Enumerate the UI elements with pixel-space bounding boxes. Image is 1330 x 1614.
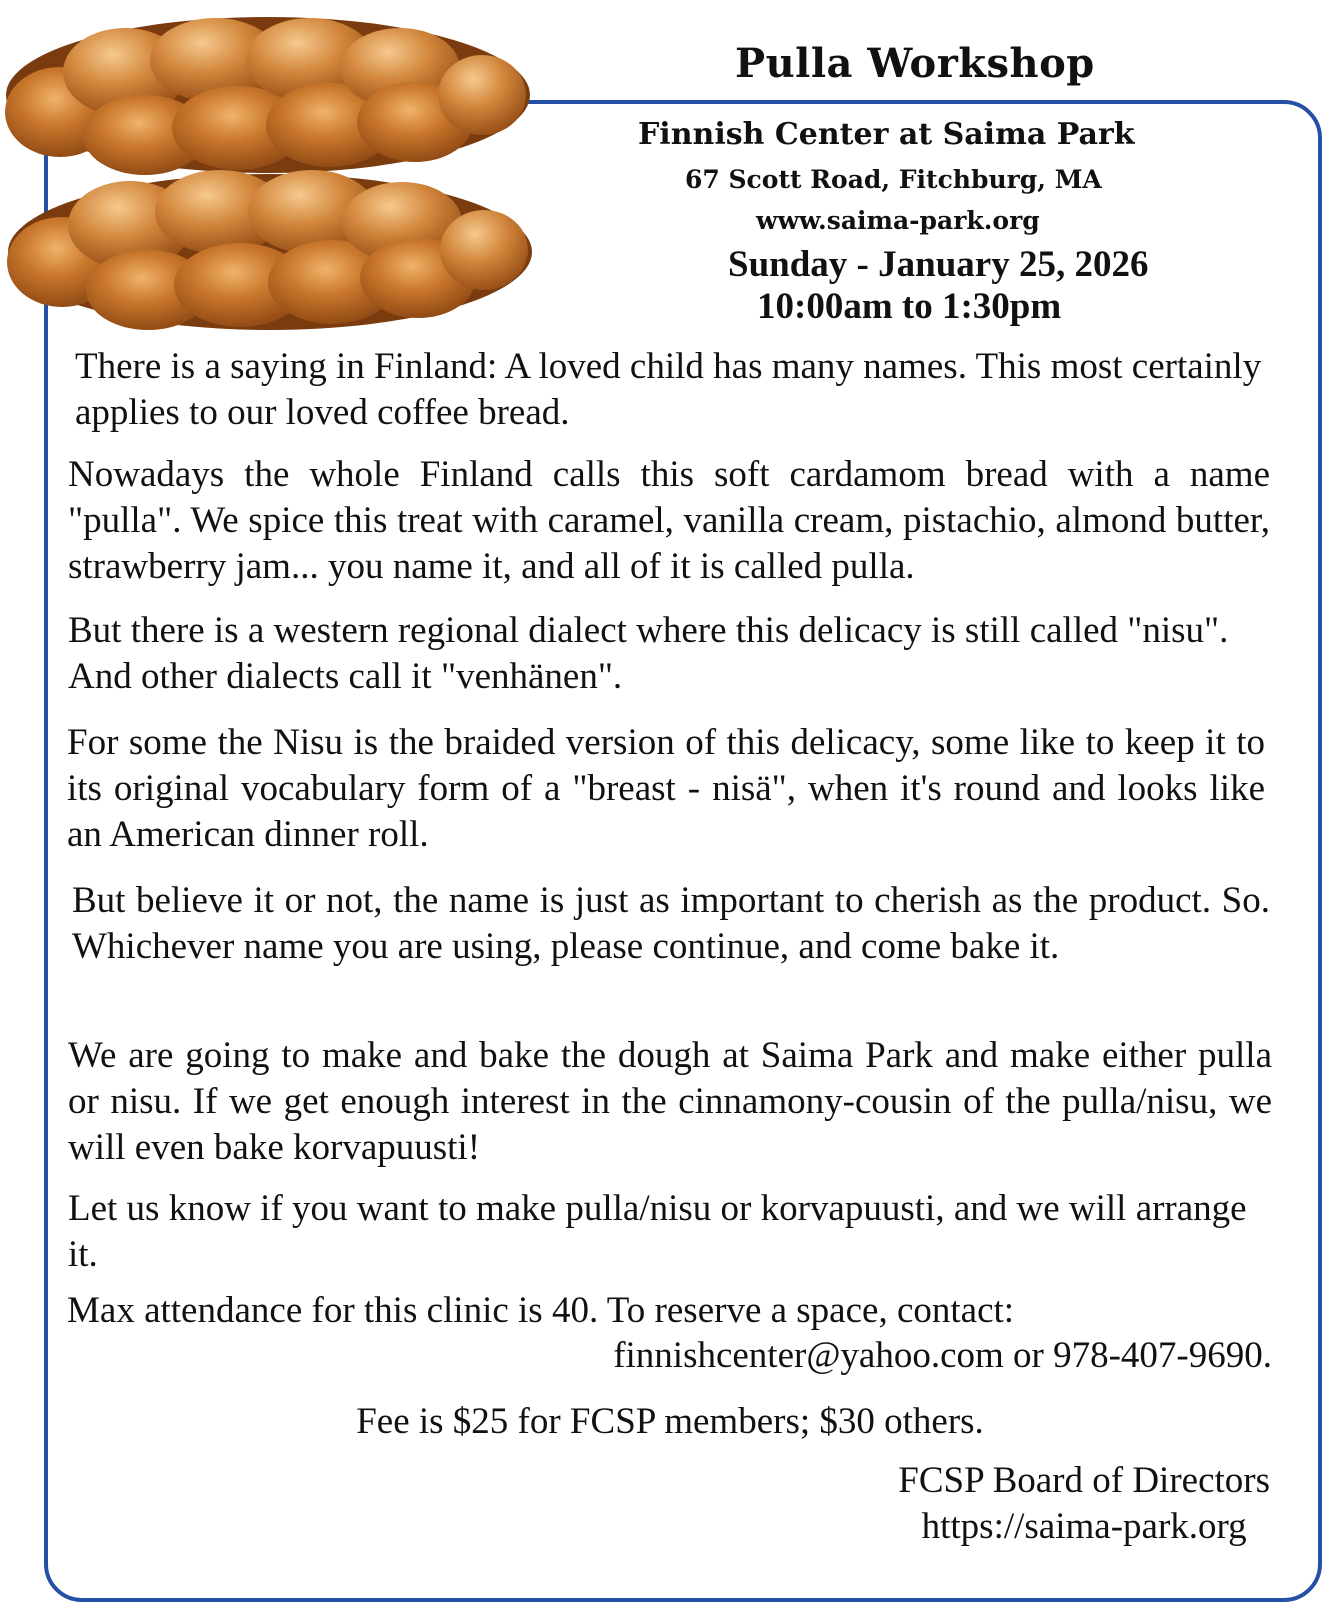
paragraph-saying: There is a saying in Finland: A loved child has many names. This most certainly applies to our loved coffee bread. — [75, 346, 1262, 433]
event-date: Sunday - January 25, 2026 — [728, 244, 1149, 285]
website-link[interactable]: www.saima-park.org — [756, 206, 1040, 235]
paragraph-let-us-know: Let us know if you want to make pulla/nisu or korvapuusti, and we will arrange it. — [68, 1188, 1247, 1275]
upper-loaf — [5, 17, 530, 175]
workshop-title: Pulla Workshop — [735, 40, 1095, 87]
attendance-text: Max attendance for this clinic is 40. To reserve a space, contact: — [67, 1290, 1015, 1331]
paragraph-braided-version: For some the Nisu is the braided version of this delicacy, some like to keep it to its original vocabulary form of a "breast - nisä", when it's round and looks like an American dinner roll. — [67, 722, 1265, 855]
venue-name: Finnish Center at Saima Park — [638, 117, 1135, 152]
event-time: 10:00am to 1:30pm — [757, 286, 1062, 327]
braided-bread-image — [0, 0, 545, 345]
paragraph-cherish-name: But believe it or not, the name is just as important to cherish as the product. So. Whichever name you are using, please continue, and come bake it. — [72, 880, 1270, 967]
signature-block — [898, 1458, 1270, 1550]
board-signature: FCSP Board of Directors — [898, 1460, 1270, 1501]
fee-text: Fee is $25 for FCSP members; $30 others. — [356, 1401, 984, 1442]
venue-address: 67 Scott Road, Fitchburg, MA — [685, 165, 1102, 194]
paragraph-pulla-name: Nowadays the whole Finland calls this soft cardamom bread with a name "pulla". We spice this treat with caramel, vanilla cream, pistachio, almond butter, strawberry jam... you name it, and all of it is called pulla. — [68, 454, 1270, 587]
lower-loaf — [7, 170, 532, 330]
contact-email-phone[interactable]: finnishcenter@yahoo.com or 978-407-9690. — [613, 1335, 1272, 1376]
footer-url[interactable]: https://saima-park.org — [921, 1506, 1247, 1547]
paragraph-nisu-dialect: But there is a western regional dialect where this delicacy is still called "nisu". And other dialects call it "venhänen". — [68, 610, 1229, 697]
contact-block — [67, 1288, 1272, 1378]
paragraph-bake-dough: We are going to make and bake the dough at Saima Park and make either pulla or nisu. If we get enough interest in the cinnamony-cousin of the pulla/nisu, we will even bake korvapuusti! — [68, 1035, 1272, 1168]
